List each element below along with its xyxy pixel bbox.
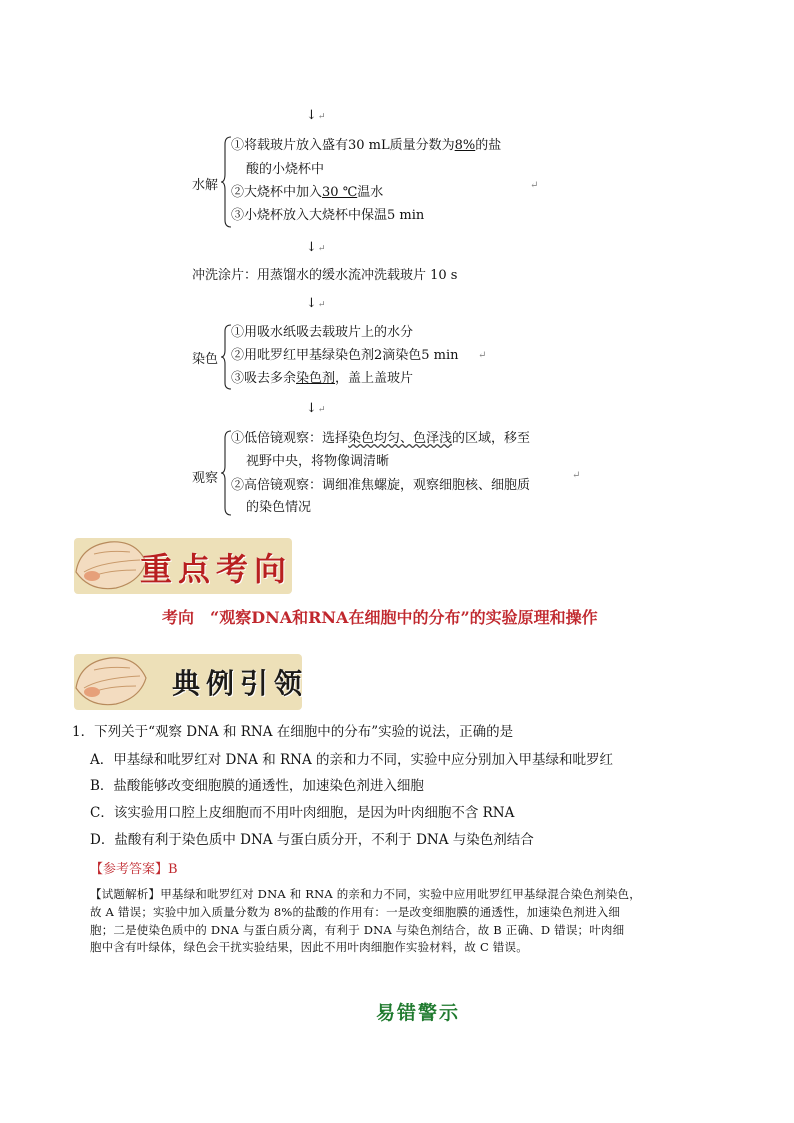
reference-answer: 【参考答案】B <box>90 862 178 877</box>
conch-shell-icon <box>70 532 150 598</box>
hydrolysis-step-2: ②大烧杯中加入30 ℃温水 <box>231 185 384 200</box>
warning-title: 易错警示 <box>376 1002 461 1024</box>
analysis-line: 故 A 错误；实验中加入质量分数为 8%的盐酸的作用有：一是改变细胞膜的通透性，加速染色剂进入细 <box>90 904 621 919</box>
option-b: B．盐酸能够改变细胞膜的通透性，加速染色剂进入细胞 <box>90 778 424 794</box>
section-banner-title: 重点考向 <box>140 550 293 588</box>
observe-step-2: ②高倍镜观察：调细准焦螺旋，观察细胞核、细胞质 <box>231 478 531 493</box>
option-a: A．甲基绿和吡罗红对 DNA 和 RNA 的亲和力不同，实验中应分别加入甲基绿和吡罗红 <box>90 752 614 768</box>
analysis-line: 胞中含有叶绿体，绿色会干扰实验结果，因此不用叶肉细胞作实验材料，故 C 错误。 <box>90 940 528 955</box>
flow-arrow: ↓↵ <box>306 240 326 255</box>
stain-label: 染色 <box>192 352 219 367</box>
observe-step-1: ①低倍镜观察：选择染色均匀、色泽浅的区域，移至 <box>231 431 531 446</box>
return-mark: ↵ <box>530 180 539 191</box>
observe-step-2-cont: 的染色情况 <box>246 500 312 515</box>
hydrolysis-step-3: ③小烧杯放入大烧杯中保温5 min <box>231 208 425 223</box>
section-banner-title: 典例引领 <box>172 667 309 700</box>
stain-step-3: ③吸去多余染色剂，盖上盖玻片 <box>231 371 414 386</box>
question-stem: 1．下列关于“观察 DNA 和 RNA 在细胞中的分布”实验的说法，正确的是 <box>72 724 514 740</box>
return-mark: ↵ <box>572 470 581 481</box>
flow-arrow: ↓↵ <box>306 296 326 311</box>
conch-shell-icon <box>70 648 150 714</box>
analysis-paragraph <box>90 886 730 957</box>
analysis-line: 胞；二是使染色质中的 DNA 与蛋白质分离，有利于 DNA 与染色剂结合，故 B 正确、D 错误；叶肉细 <box>90 922 625 937</box>
hydrolysis-label: 水解 <box>192 178 219 193</box>
return-mark: ↵ <box>478 350 487 361</box>
direction-title: 考向 “观察DNA和RNA在细胞中的分布”的实验原理和操作 <box>162 608 598 627</box>
stain-step-2: ②用吡罗红甲基绿染色剂2滴染色5 min <box>231 348 459 363</box>
observe-step-1-cont: 视野中央，将物像调清晰 <box>246 454 390 469</box>
hydrolysis-step-1-cont: 酸的小烧杯中 <box>246 162 325 177</box>
option-c: C．该实验用口腔上皮细胞而不用叶肉细胞，是因为叶肉细胞不含 RNA <box>90 805 515 821</box>
stain-step-1: ①用吸水纸吸去载玻片上的水分 <box>231 325 414 340</box>
option-d: D．盐酸有利于染色质中 DNA 与蛋白质分开，不利于 DNA 与染色剂结合 <box>90 832 534 848</box>
flow-arrow: ↓↵ <box>306 108 326 123</box>
analysis-line: 【试题解析】甲基绿和吡罗红对 DNA 和 RNA 的亲和力不同，实验中应用吡罗红甲基绿混合染色剂染色， <box>90 887 641 901</box>
flow-arrow: ↓↵ <box>306 401 326 416</box>
hydrolysis-step-1: ①将载玻片放入盛有30 mL质量分数为8%的盐 <box>231 138 502 153</box>
rinse-step: 冲洗涂片：用蒸馏水的缓水流冲洗载玻片 10 s <box>192 268 458 283</box>
observe-label: 观察 <box>192 471 219 486</box>
